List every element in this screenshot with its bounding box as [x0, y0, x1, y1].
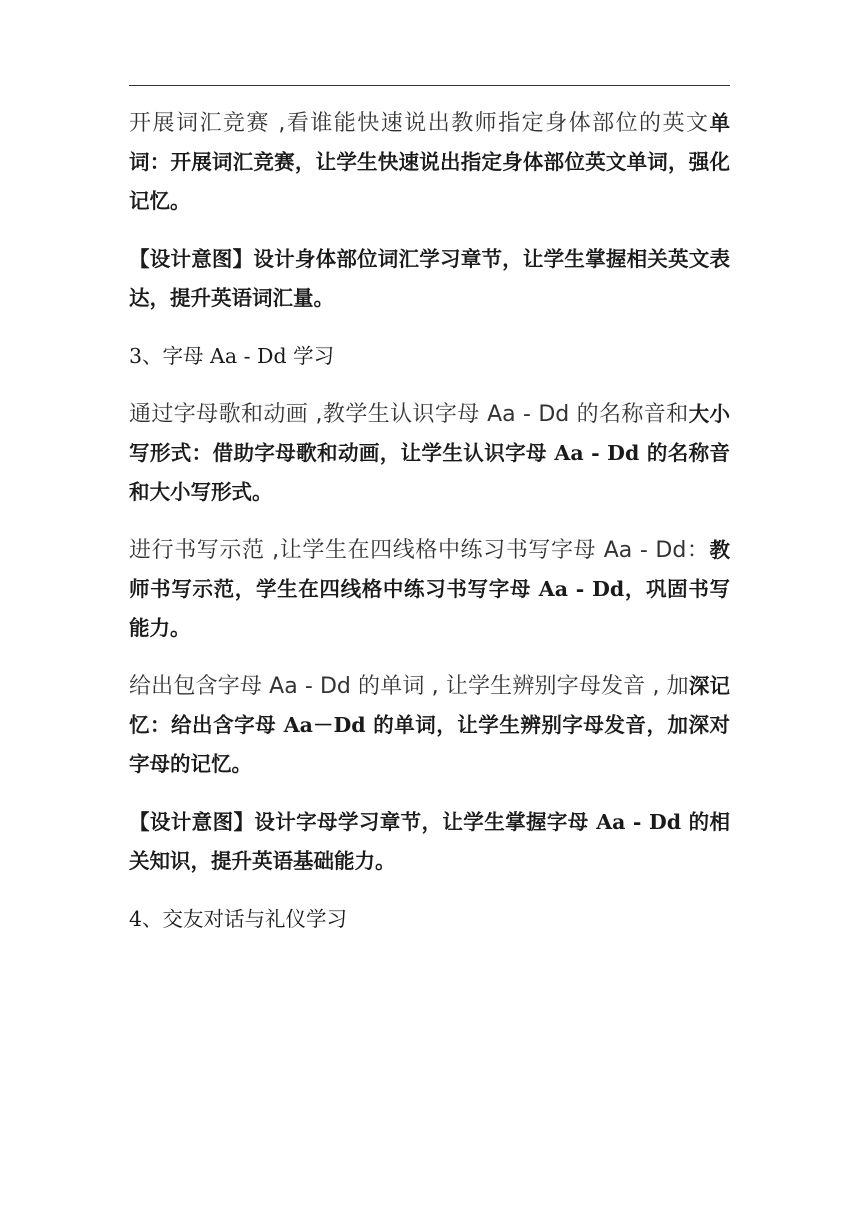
design-intent-body-parts: 【设计意图】设计身体部位词汇学习章节，让学生掌握相关英文表达，提升英语词汇量。 [129, 247, 730, 310]
paragraph-body-text: 单词：开展词汇竞赛，让学生快速说出指定身体部位英文单词，强化记忆。 [129, 111, 730, 213]
document-body [129, 104, 730, 958]
paragraph-lead-text: 进行书写示范 ,让学生在四线格中练习书写字母 Aa - Dd： [129, 538, 710, 563]
section-heading-letters: 3、字母 Aa - Dd 学习 [129, 344, 335, 368]
header-rule [129, 85, 730, 86]
section-heading-dialogue: 4、交友对话与礼仪学习 [129, 907, 348, 931]
paragraph-body-text: 大小写形式：借助字母歌和动画，让学生认识字母 Aa - Dd 的名称音和大小写形式。 [129, 402, 731, 504]
paragraph-lead-text: 通过字母歌和动画 ,教学生认识字母 Aa - Dd 的名称音和 [129, 402, 689, 427]
paragraph-lead-text: 给出包含字母 Aa - Dd 的单词 , 让学生辨别字母发音 , 加 [129, 674, 689, 699]
paragraph-vocab-contest [129, 104, 730, 221]
paragraph-letter-sounds [129, 667, 730, 784]
paragraph-lead-text: 开展词汇竞赛 ,看谁能快速说出教师指定身体部位的英文 [129, 111, 710, 136]
paragraph-writing-demo [129, 531, 730, 648]
paragraph-body-text: 深记忆：给出含字母 Aa－Dd 的单词，让学生辨别字母发音，加深对字母的记忆。 [129, 674, 730, 776]
paragraph-alphabet-song [129, 395, 730, 512]
design-intent-letters: 【设计意图】设计字母学习章节，让学生掌握字母 Aa - Dd 的相关知识，提升英语基础能力。 [129, 810, 730, 873]
paragraph-body-text: 教师书写示范，学生在四线格中练习书写字母 Aa - Dd，巩固书写能力。 [129, 538, 730, 640]
